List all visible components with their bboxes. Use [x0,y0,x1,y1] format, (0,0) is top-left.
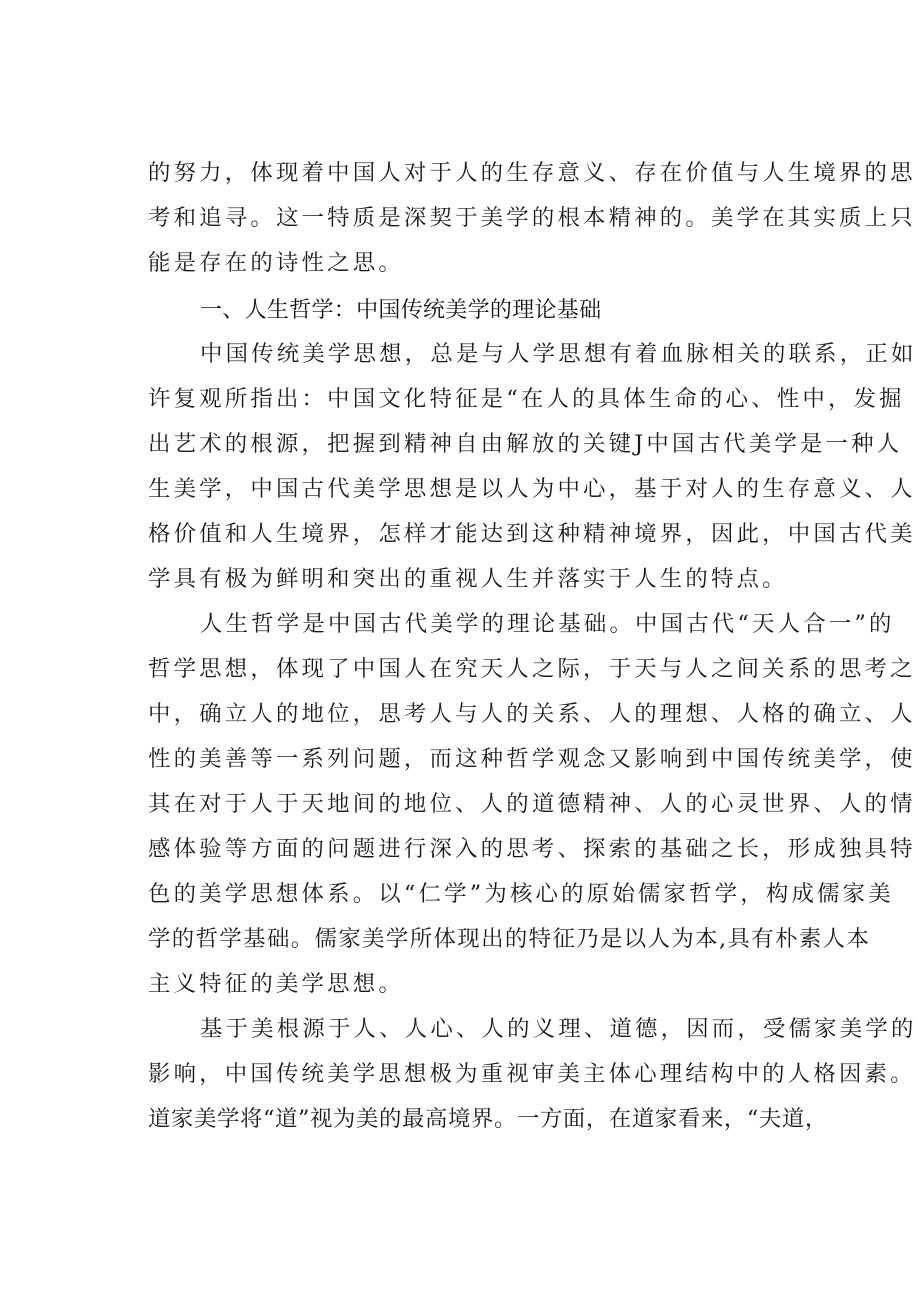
paragraph-1-line-3: 出艺术的根源，把握到精神自由解放的关键J中国古代美学是一种人 [148,431,903,457]
paragraph-2-line-8: 学的哲学基础。儒家美学所体现出的特征乃是以人为本,具有朴素人本 [148,926,871,952]
paragraph-1-line-6: 学具有极为鲜明和突出的重视人生并落实于人生的特点。 [148,566,788,592]
section-heading: 一、人生哲学：中国传统美学的理论基础 [200,298,602,323]
paragraph-2-line-9: 主义特征的美学思想。 [148,971,404,997]
paragraph-2-line-6: 感体验等方面的问题进行深入的思考、探索的基础之长，形成独具特 [148,836,916,862]
paragraph-2-line-2: 哲学思想，体现了中国人在究天人之际，于天与人之间关系的思考之 [148,656,916,682]
paragraph-2-line-3: 中，确立人的地位，思考人与人的关系、人的理想、人格的确立、人 [148,701,916,727]
paragraph-2-line-7: 色的美学思想体系。以“仁学”为核心的原始儒家哲学，构成儒家美 [148,881,894,907]
intro-line-2: 考和追寻。这一特质是深契于美学的根本精神的。美学在其实质上只 [148,205,916,231]
paragraph-3-line-2: 影响，中国传统美学思想极为重视审美主体心理结构中的人格因素。 [148,1061,916,1087]
intro-line-1: 的努力，体现着中国人对于人的生存意义、存在价值与人生境界的思 [148,160,916,186]
intro-line-3: 能是存在的诗性之思。 [148,250,404,276]
paragraph-1-line-4: 生美学，中国古代美学思想是以人为中心，基于对人的生存意义、人 [148,476,916,502]
paragraph-1-line-1: 中国传统美学思想，总是与人学思想有着血脉相关的联系，正如 [200,341,917,367]
paragraph-2-line-4: 性的美善等一系列问题，而这种哲学观念又影响到中国传统美学，使 [148,746,916,772]
paragraph-3-line-1: 基于美根源于人、人心、人的义理、道德，因而，受儒家美学的 [200,1016,917,1042]
paragraph-2-line-1: 人生哲学是中国古代美学的理论基础。中国古代“天人合一”的 [200,611,895,637]
paragraph-1-line-5: 格价值和人生境界，怎样才能达到这种精神境界，因此，中国古代美 [148,521,916,547]
paragraph-3-line-3: 道家美学将“道”视为美的最高境界。一方面，在道家看来，“夫道， [148,1106,828,1132]
paragraph-2-line-5: 其在对于人于天地间的地位、人的道德精神、人的心灵世界、人的情 [148,791,916,817]
paragraph-1-line-2: 许复观所指出：中国文化特征是“在人的具体生命的心、性中，发掘 [148,386,905,412]
